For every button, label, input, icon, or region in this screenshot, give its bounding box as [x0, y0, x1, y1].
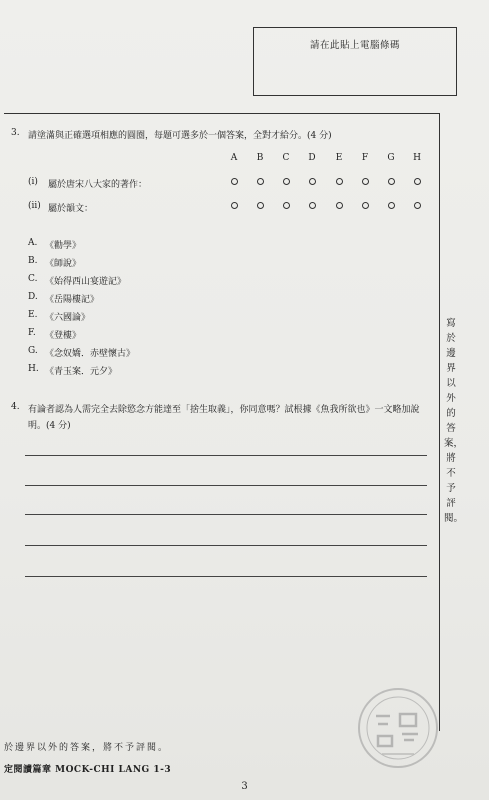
option-letter: B.: [28, 256, 38, 266]
option-text: 《六國論》: [45, 313, 91, 323]
row-ii-label: 屬於韻文：: [48, 204, 94, 214]
row-i-number: (i): [28, 177, 38, 187]
column-letter-a: A: [230, 153, 238, 163]
option-letter: H.: [28, 364, 39, 374]
answer-bubble-ii-c[interactable]: [283, 202, 290, 209]
answer-bubble-i-d[interactable]: [309, 178, 316, 185]
row-ii-number: (ii): [28, 201, 41, 211]
column-letter-c: C: [282, 153, 290, 163]
option-text: 《青玉案．元夕》: [45, 367, 118, 377]
option-letter: E.: [28, 310, 38, 320]
option-letter: G.: [28, 346, 38, 356]
publisher-seal-stamp: [356, 686, 440, 770]
question-3-instruction: 請塗滿與正確選項相應的圓圈，每題可選多於一個答案，全對才給分。(4 分): [28, 131, 332, 141]
option-letter: C.: [28, 274, 38, 284]
question-3-number: 3.: [11, 128, 20, 138]
answer-bubble-ii-h[interactable]: [414, 202, 421, 209]
barcode-sticker-box: [253, 27, 457, 96]
answer-bubble-ii-f[interactable]: [362, 202, 369, 209]
margin-warning-bottom: 於邊界以外的答案，將不予評閱。: [4, 743, 170, 753]
answer-line[interactable]: [25, 485, 427, 486]
answer-bubble-ii-d[interactable]: [309, 202, 316, 209]
answer-bubble-i-f[interactable]: [362, 178, 369, 185]
answer-bubble-i-h[interactable]: [414, 178, 421, 185]
answer-bubble-i-a[interactable]: [231, 178, 238, 185]
answer-line[interactable]: [25, 545, 427, 546]
answer-bubble-i-e[interactable]: [336, 178, 343, 185]
answer-line[interactable]: [25, 455, 427, 456]
page-number: 3: [241, 781, 248, 792]
question-4-number: 4.: [11, 402, 20, 412]
option-letter: F.: [28, 328, 36, 338]
column-letter-e: E: [335, 153, 343, 163]
option-text: 《師說》: [45, 259, 82, 269]
answer-line[interactable]: [25, 514, 427, 515]
barcode-label: 請在此貼上電腦條碼: [309, 40, 400, 51]
answer-bubble-i-b[interactable]: [257, 178, 264, 185]
answer-bubble-ii-g[interactable]: [388, 202, 395, 209]
option-letter: D.: [28, 292, 38, 302]
column-letter-g: G: [387, 153, 395, 163]
option-letter: A.: [28, 238, 38, 248]
answer-bubble-ii-b[interactable]: [257, 202, 264, 209]
option-text: 《登樓》: [45, 331, 82, 341]
answer-bubble-i-c[interactable]: [283, 178, 290, 185]
question-4-text: 有論者認為人需完全去除慾念方能達至「捨生取義」，你同意嗎？試根據《魚我所欲也》一文略加說明。(4 分): [28, 405, 420, 431]
answer-bubble-ii-a[interactable]: [231, 202, 238, 209]
answer-line[interactable]: [25, 576, 427, 577]
answer-bubble-i-g[interactable]: [388, 178, 395, 185]
option-text: 《岳陽樓記》: [45, 295, 100, 305]
column-letter-d: D: [308, 153, 316, 163]
option-text: 《念奴嬌．赤壁懷古》: [45, 349, 136, 359]
answer-bubble-ii-e[interactable]: [336, 202, 343, 209]
option-text: 《始得西山宴遊記》: [45, 277, 127, 287]
row-i-label: 屬於唐宋八大家的著作：: [48, 180, 148, 190]
column-letter-h: H: [413, 153, 421, 163]
margin-warning-vertical: 寫於邊界以外的答案，將不予評閱。: [444, 318, 464, 524]
footer-paper-title: 定閱讀篇章 MOCK-CHI LANG 1-3: [4, 765, 172, 775]
column-letter-b: B: [256, 153, 264, 163]
option-text: 《勸學》: [45, 241, 82, 251]
column-letter-f: F: [361, 153, 369, 163]
